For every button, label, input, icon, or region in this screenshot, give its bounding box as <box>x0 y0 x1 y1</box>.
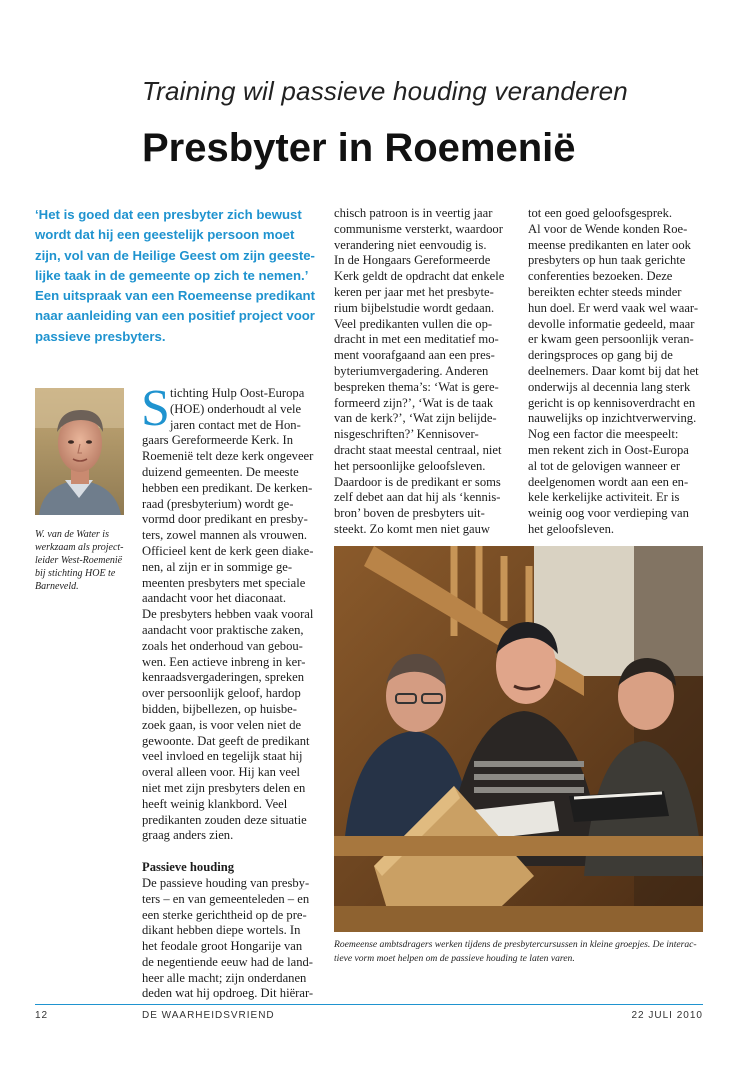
body-line: aandacht voor praktische zaken, <box>142 622 304 637</box>
body-line: communisme versterkt, waardoor <box>334 221 503 236</box>
body-line: keren per jaar met het presbyte- <box>334 284 494 299</box>
body-line: formeerd zijn?’, ‘Wat is de taak <box>334 395 494 410</box>
portrait-caption-line: Barneveld. <box>35 581 79 592</box>
body-line: steekt. Zo komt men niet gauw <box>334 521 490 536</box>
author-portrait <box>35 388 124 515</box>
body-line: hun doel. Er werd vaak wel waar- <box>528 300 699 315</box>
portrait-caption <box>35 528 135 593</box>
intro-line: wordt dat hij een geestelijk persoon moet <box>35 227 295 243</box>
body-line: deelgenomen wordt aan een en- <box>528 474 689 489</box>
group-photo-icon <box>334 546 703 932</box>
body-line: aandacht voor het diaconaat. <box>142 591 287 606</box>
section-subheading: Passieve houding <box>142 860 235 875</box>
article-title: Presbyter in Roemenië <box>142 126 576 170</box>
body-line: raad (presbyterium) wordt ge- <box>142 496 294 511</box>
portrait-photo-icon <box>35 388 124 515</box>
body-line: Kerk geldt de opdracht dat enkele <box>334 269 505 284</box>
body-line: bereikten echter steeds minder <box>528 284 682 299</box>
body-line: over persoonlijk geloof, hardop <box>142 686 301 701</box>
body-line: kele kerkelijke activiteit. Er is <box>528 490 680 505</box>
body-line: wen. Een actieve inbreng in ker- <box>142 654 306 669</box>
body-line: het geloofsleven. <box>528 521 615 536</box>
body-line: heer alle macht; zijn onderdanen <box>142 970 307 985</box>
body-line: bidden, bijbellezen, op huisbe- <box>142 701 297 716</box>
body-line: dikant hebben diepe wortels. In <box>142 923 301 938</box>
portrait-caption-line: werkzaam als project- <box>35 542 124 553</box>
body-line: devolle informatie gedeeld, maar <box>528 316 695 331</box>
group-photo <box>334 546 703 932</box>
intro-line: naar aanleiding van een positief project voor <box>35 308 315 324</box>
body-line: zoals het onderhoud van gebou- <box>142 638 303 653</box>
body-line: ters – en van gemeenteleden – en <box>142 891 310 906</box>
body-column-2 <box>334 206 512 538</box>
body-line: zoek gaan, is voor velen niet de <box>142 717 302 732</box>
body-line: chisch patroon is in veertig jaar <box>334 206 493 220</box>
intro-lead <box>35 205 325 347</box>
publication-name: DE WAARHEIDSVRIEND <box>142 1010 275 1021</box>
body-line: er kwam geen persoonlijk veran- <box>528 332 694 347</box>
body-column-3 <box>528 206 706 538</box>
body-line: (HOE) onderhoudt al vele <box>170 401 302 416</box>
body-line: nen, al zijn er in sommige ge- <box>142 559 293 574</box>
body-line: al tot de gelovigen wanneer er <box>528 458 681 473</box>
intro-line: Een uitspraak van een Roemeense predikant <box>35 288 315 304</box>
body-line: De passieve houding van presby- <box>142 875 310 890</box>
body-line: bron’ boven de presbyters uit- <box>334 506 485 521</box>
body-line: bespreken thema’s: ‘Wat is gere- <box>334 379 499 394</box>
body-line: de negentiende eeuw had de land- <box>142 954 313 969</box>
page-number: 12 <box>35 1010 49 1021</box>
body-line: deden wat hij opdroeg. Dit hiërar- <box>142 986 314 1001</box>
body-line: men rekent zich in Oost-Europa <box>528 442 689 457</box>
body-line: rium bijbelstudie wordt gedaan. <box>334 300 495 315</box>
body-line: weinig oog voor verdieping van <box>528 506 689 521</box>
body-line: hebben een predikant. De kerken- <box>142 480 313 495</box>
body-line: Al voor de Wende konden Roe- <box>528 221 688 236</box>
body-line: gewoonte. Dat geeft de predikant <box>142 733 310 748</box>
body-line: presbyters op hun taak gerichte <box>528 253 686 268</box>
body-line: het feodale groot Hongarije van <box>142 939 303 954</box>
body-line: Veel predikanten vullen die op- <box>334 316 493 331</box>
body-line: onderwijs al decennia lang sterk <box>528 379 691 394</box>
photo-caption-line: tieve vorm moet helpen om de passieve houding te laten varen. <box>334 952 575 964</box>
intro-line: ‘Het is goed dat een presbyter zich bewust <box>35 207 302 222</box>
body-column-1 <box>142 386 318 1002</box>
body-line: deelnemers. Daar komt bij dat het <box>528 363 699 378</box>
body-line: overal alleen voor. Hij kan veel <box>142 765 301 780</box>
photo-caption <box>334 938 704 965</box>
body-line: De presbyters hebben vaak vooral <box>142 607 314 622</box>
body-line: Nog een factor die meespeelt: <box>528 427 679 442</box>
portrait-caption-line: bij stichting HOE te <box>35 568 116 579</box>
body-line: In de Hongaars Gereformeerde <box>334 253 491 268</box>
portrait-caption-line: leider West-Roemenië <box>35 555 123 566</box>
body-line: gaars Gereformeerde Kerk. In <box>142 433 294 448</box>
body-line: heeft weinig klankbord. Veel <box>142 796 288 811</box>
body-line: gericht is op kennisoverdracht en <box>528 395 696 410</box>
body-line: een sterke gerichtheid op de pre- <box>142 907 307 922</box>
body-line: conferenties bezoeken. Deze <box>528 269 673 284</box>
body-line: het persoonlijke geloofsleven. <box>334 458 486 473</box>
intro-line: lijke taak in de gemeente op zich te nemen.’ <box>35 267 309 283</box>
body-line: jaren contact met de Hon- <box>170 417 301 432</box>
photo-caption-line: Roemeense ambtsdragers werken tijdens de presbytercursussen in kleine groepjes. De interac- <box>334 939 697 950</box>
body-line: tot een goed geloofsgesprek. <box>528 206 673 220</box>
body-line: Roemenië telt deze kerk ongeveer <box>142 449 314 464</box>
body-line: deringsproces op gang bij de <box>528 348 673 363</box>
body-line: ment voorafgaand aan een pres- <box>334 348 495 363</box>
intro-line: passieve presbyters. <box>35 328 166 344</box>
footer-rule <box>35 1004 703 1005</box>
body-line: meense predikanten en later ook <box>528 237 691 252</box>
body-line: kenraadsvergaderingen, spreken <box>142 670 305 685</box>
intro-line: zijn, vol van de Heilige Geest om zijn geeste- <box>35 247 315 263</box>
body-line: predikanten zouden deze situatie <box>142 812 307 827</box>
body-line: veel invloed en tegelijk staat hij <box>142 749 303 764</box>
body-line: niet met zijn presbyters delen en <box>142 780 306 795</box>
body-line: ters, zowel mannen als vrouwen. <box>142 528 308 543</box>
body-line: nauwelijks op inzichtverwerving. <box>528 411 697 426</box>
body-line: van de kerk?’, ‘Wat zijn belijde- <box>334 411 497 426</box>
body-line: verandering niet eenvoudig is. <box>334 237 487 252</box>
body-line: meenten presbyters met speciale <box>142 575 306 590</box>
body-line: zelf debet aan dat hij als ‘kennis- <box>334 490 501 505</box>
body-line: Officieel kent de kerk geen diake- <box>142 543 314 558</box>
body-line: dracht staat meestal centraal, niet <box>334 442 502 457</box>
body-line: tichting Hulp Oost-Europa <box>170 386 305 400</box>
body-line: byteriumvergadering. Anderen <box>334 363 489 378</box>
body-line: duizend gemeenten. De meeste <box>142 464 299 479</box>
body-line: graag anders zien. <box>142 828 234 843</box>
portrait-caption-line: W. van de Water is <box>35 529 109 540</box>
drop-cap: S <box>141 380 170 437</box>
body-line: nisgeschriften?’ Kennisover- <box>334 427 479 442</box>
body-line: Daardoor is de predikant er soms <box>334 474 501 489</box>
issue-date: 22 JULI 2010 <box>631 1010 703 1021</box>
body-line: dracht in met een meditatief mo- <box>334 332 499 347</box>
body-line: vormd door predikant en presby- <box>142 512 308 527</box>
article-kicker: Training wil passieve houding veranderen <box>142 76 628 106</box>
